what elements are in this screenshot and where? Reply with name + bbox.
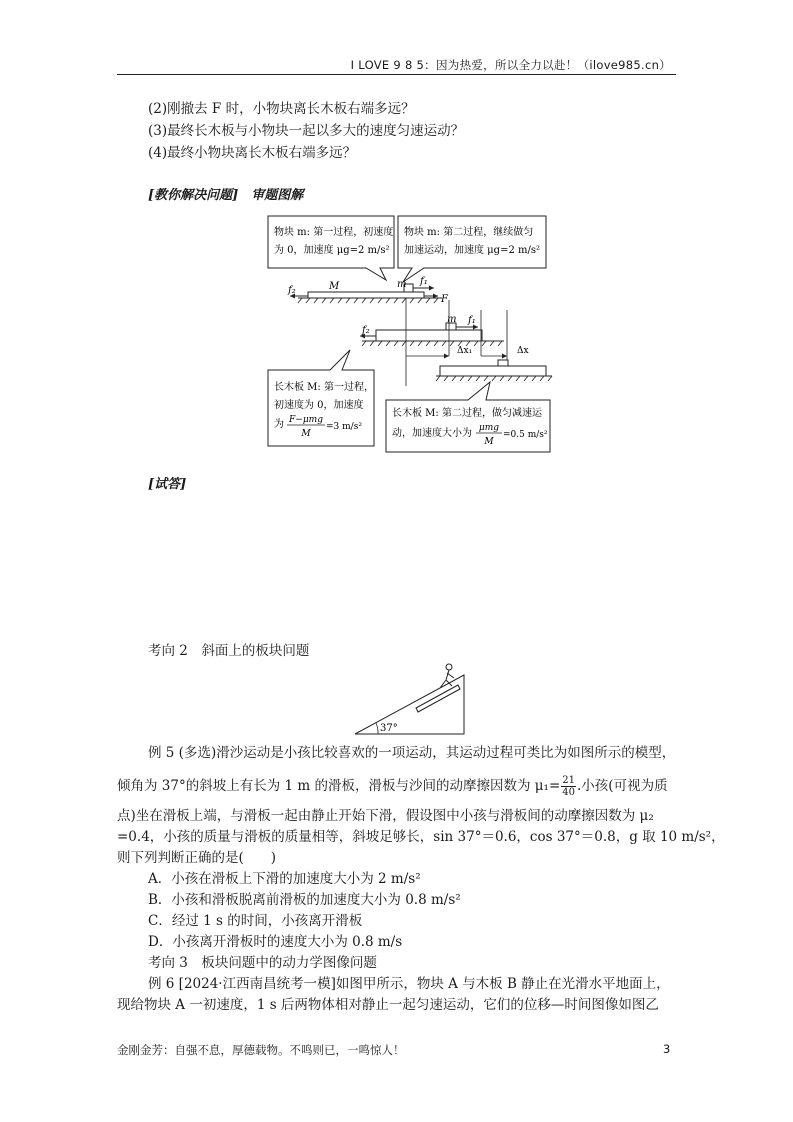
callout-tl-line2: 为 0，加速度 μg=2 m/s² [274, 245, 390, 256]
option-c: C．经过 1 s 的时间，小孩离开滑板 [148, 913, 363, 929]
section-guide: [教你解决问题] 审题图解 [148, 188, 304, 203]
callout-br-num: μmg [478, 423, 500, 433]
callout-br-line1: 长木板 M: 第二过程，做匀减速运 [392, 408, 542, 419]
mu1-fraction: $\frac{21}{40}$ [562, 775, 576, 798]
option-d: D．小孩离开滑板时的速度大小为 0.8 m/s [148, 934, 403, 950]
label-f1-2: f₁ [468, 315, 476, 326]
board-block-diagram [262, 210, 562, 455]
callout-bl-line1: 长木板 M: 第一过程， [274, 382, 374, 393]
example6-line1: 例 6 [2024·江西南昌统考一模]如图甲所示，物块 A 与木板 B 静止在光滑水平地面上， [148, 976, 670, 992]
example5-line1: 例 5 (多选)滑沙运动是小孩比较喜欢的一项运动，其运动过程可类比为如图所示的模型， [148, 745, 676, 761]
option-b: B．小孩和滑板脱离前滑板的加速度大小为 0.8 m/s² [148, 892, 461, 908]
header-rule [117, 74, 676, 75]
board-M-1 [308, 292, 424, 298]
label-m-2: m [447, 314, 457, 325]
page-header: I LOVE 9 8 5：因为热爱，所以全力以赴！（ilove985.cn） [350, 58, 671, 72]
example5-line2: 倾角为 37°的斜坡上有长为 1 m 的滑板，滑板与沙间的动摩擦因数为 μ₁= $\frac{21}{40}$ .小孩(可视为质 [117, 775, 668, 798]
label-m-1: m [397, 279, 407, 290]
question-4: (4)最终小物块离长木板右端多远？ [148, 145, 357, 161]
callout-bl-den: M [301, 429, 311, 439]
callout-bl-prefix: 为 [274, 419, 284, 430]
callout-br-den: M [484, 437, 494, 447]
incline-figure [352, 660, 474, 736]
callout-bl-line2: 初速度为 0，加速度 [274, 400, 364, 411]
example6-line2: 现给物块 A 一初速度，1 s 后两物体相对静止一起匀速运动，它们的位移—时间图像如图乙 [117, 997, 659, 1013]
option-a: A．小孩在滑板上下滑的加速度大小为 2 m/s² [148, 871, 421, 887]
callout-tr-line1: 物块 m: 第二过程，继续做匀 [404, 227, 534, 238]
incline-triangle [355, 675, 464, 734]
callout-tr-line2: 加速运动，加速度 μg=2 m/s² [404, 245, 540, 256]
child-head [446, 664, 452, 670]
label-f1-1: f₁ [420, 276, 428, 287]
section-try: [试答] [148, 477, 187, 492]
callout-br-prefix: 动，加速度大小为 [392, 428, 472, 439]
label-dx: Δx [517, 346, 529, 356]
example5-line5: 则下列判断正确的是( ) [117, 850, 277, 866]
label-f2-2: f₂ [362, 325, 370, 336]
example5-line4: =0.4，小孩的质量与滑板的质量相等，斜坡足够长，sin 37°＝0.6，cos 37°＝0.8，g 取 10 m/s²， [117, 829, 725, 845]
question-2: (2)刚撤去 F 时，小物块离长木板右端多远？ [148, 101, 415, 117]
label-f2-1: f₂ [288, 285, 296, 296]
kaoxiang-3-heading: 考向 3 板块问题中的动力学图像问题 [148, 955, 377, 971]
page-number: 3 [663, 1042, 671, 1056]
label-dx1: Δx₁ [457, 346, 473, 356]
callout-br-suffix: =0.5 m/s² [503, 430, 548, 440]
label-M: M [329, 281, 340, 292]
ground-1-hatch [298, 298, 438, 303]
callout-tl-line1: 物块 m: 第一过程，初速度 [274, 227, 394, 238]
block-m-3 [498, 360, 508, 366]
question-3: (3)最终长木板与小物块一起以多大的速度匀速运动？ [148, 123, 465, 139]
board-M-2 [376, 330, 482, 341]
board-M-3 [440, 366, 546, 376]
footer-motto: 金刚金芳：自强不息，厚德载物。不鸣则已，一鸣惊人！ [117, 1043, 405, 1057]
callout-bl-suffix: =3 m/s² [326, 422, 362, 432]
callout-bl-num: F−μmg [289, 415, 323, 425]
example5-line3: 点)坐在滑板上端，与滑板一起由静止开始下滑，假设图中小孩与滑板间的动摩擦因数为 μ₂ [117, 808, 654, 824]
label-F: F [441, 294, 448, 305]
kaoxiang-2-heading: 考向 2 斜面上的板块问题 [148, 643, 310, 659]
incline-angle-label: 37° [380, 723, 398, 734]
